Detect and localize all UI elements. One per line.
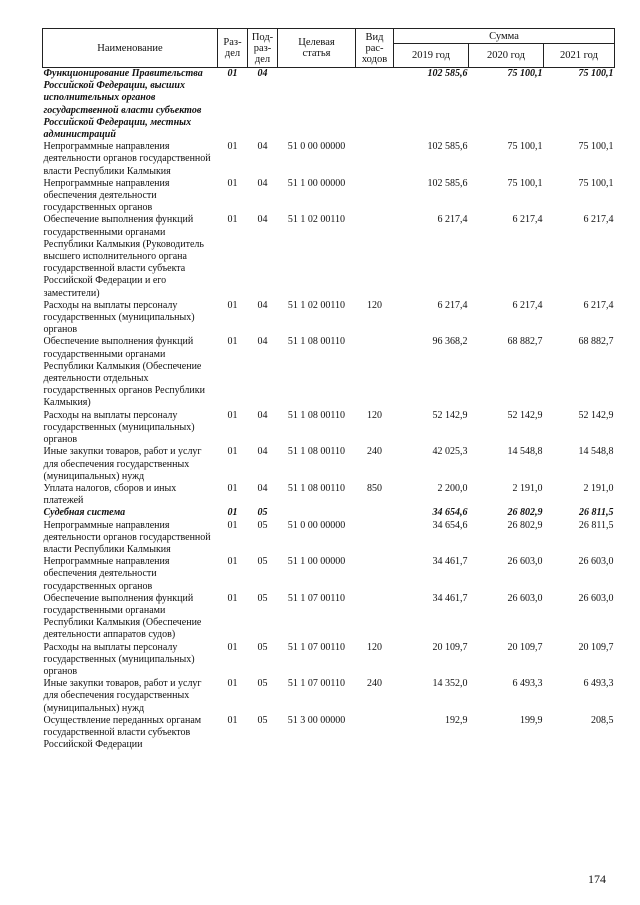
row-value-2020: 75 100,1 (507, 141, 543, 153)
row-target-article: 51 0 00 00000 (287, 519, 346, 531)
row-value-2019: 102 585,6 (427, 141, 468, 153)
header-razdel: Раз- дел (218, 29, 248, 68)
row-razdel: 01 (227, 556, 238, 568)
row-value-2019: 96 368,2 (432, 336, 468, 348)
row-podrazdel: 04 (257, 68, 268, 79)
row-razdel: 01 (227, 519, 238, 531)
table-row (43, 178, 615, 215)
row-value-2021: 26 811,5 (579, 507, 614, 519)
row-expense-type (356, 556, 394, 593)
row-podrazdel: 05 (257, 641, 268, 653)
row-target-article: 51 1 07 00110 (287, 678, 346, 690)
row-podrazdel: 04 (257, 482, 268, 494)
row-value-2021: 20 109,7 (578, 641, 614, 653)
row-target-article (278, 507, 356, 519)
header-name: Наименование (43, 29, 218, 68)
row-value-2020: 75 100,1 (507, 68, 543, 79)
row-razdel: 01 (227, 68, 238, 79)
row-razdel: 01 (227, 678, 238, 690)
row-podrazdel: 05 (257, 592, 268, 604)
row-expense-type: 120 (367, 409, 382, 421)
row-name: Обеспечение выполнения функций государственными органами Республики Калмыкия (Обеспечение деятельности аппаратов судов) (43, 592, 202, 641)
table-row (43, 214, 615, 299)
row-expense-type: 120 (367, 299, 382, 311)
row-target-article: 51 1 08 00110 (287, 446, 346, 458)
row-value-2021: 2 191,0 (583, 482, 614, 494)
row-value-2019: 20 109,7 (432, 641, 468, 653)
row-value-2020: 2 191,0 (512, 482, 543, 494)
row-razdel: 01 (227, 482, 238, 494)
row-name: Непрограммные направления деятельности органов государственной власти Республики Калмыкия (43, 141, 211, 177)
row-razdel: 01 (227, 714, 238, 726)
row-value-2021: 75 100,1 (578, 177, 614, 189)
row-value-2019: 6 217,4 (437, 214, 468, 226)
row-name: Расходы на выплаты персоналу государственных (муниципальных) органов (43, 299, 195, 336)
row-value-2020: 6 217,4 (512, 214, 543, 226)
row-value-2020: 75 100,1 (507, 177, 543, 189)
row-podrazdel: 04 (257, 446, 268, 458)
row-razdel: 01 (227, 592, 238, 604)
row-name: Обеспечение выполнения функций государственными органами Республики Калмыкия (Обеспечение деятельности отдельных государственных органов Республики Калмыкия) (43, 336, 205, 409)
row-expense-type (356, 520, 394, 557)
table-row (43, 507, 615, 519)
table-row (43, 715, 615, 752)
budget-table (42, 28, 615, 751)
row-name: Иные закупки товаров, работ и услуг для обеспечения государственных (муниципальных) нужд (43, 678, 202, 714)
row-value-2019: 34 654,6 (432, 519, 468, 531)
row-razdel: 01 (227, 299, 238, 311)
row-value-2020: 26 802,9 (507, 507, 543, 519)
row-name: Осуществление переданных органам государственной власти субъектов Российской Федерации (43, 714, 202, 751)
table-row (43, 446, 615, 483)
row-value-2021: 75 100,1 (578, 141, 614, 153)
row-name: Непрограммные направления обеспечения деятельности государственных органов (43, 177, 170, 214)
row-razdel: 01 (227, 141, 238, 153)
row-value-2020: 26 603,0 (507, 556, 543, 568)
row-value-2020: 26 603,0 (507, 592, 543, 604)
row-target-article: 51 1 08 00110 (287, 482, 346, 494)
row-expense-type (356, 715, 394, 752)
row-name: Расходы на выплаты персоналу государственных (муниципальных) органов (43, 641, 195, 677)
row-name: Иные закупки товаров, работ и услуг для обеспечения государственных (муниципальных) нужд (43, 446, 202, 482)
row-value-2020: 52 142,9 (507, 409, 543, 421)
table-row (43, 642, 615, 679)
row-razdel: 01 (227, 507, 238, 519)
row-value-2021: 6 493,3 (583, 678, 614, 690)
header-expense-type: Вид рас- ходов (356, 29, 394, 68)
row-target-article (278, 68, 356, 142)
row-value-2019: 42 025,3 (432, 446, 468, 458)
row-expense-type (356, 336, 394, 409)
row-value-2019: 34 461,7 (432, 592, 468, 604)
row-value-2021: 6 217,4 (583, 299, 614, 311)
row-value-2019: 52 142,9 (432, 409, 468, 421)
table-row (43, 410, 615, 447)
row-expense-type (356, 141, 394, 178)
row-target-article: 51 1 02 00110 (287, 299, 346, 311)
row-value-2020: 68 882,7 (507, 336, 543, 348)
table-header (43, 29, 615, 68)
row-value-2021: 26 811,5 (578, 519, 614, 531)
row-podrazdel: 04 (257, 409, 268, 421)
row-target-article: 51 1 07 00110 (287, 592, 346, 604)
row-expense-type: 850 (367, 482, 382, 494)
row-podrazdel: 05 (257, 507, 268, 519)
row-target-article: 51 1 08 00110 (287, 336, 346, 348)
row-value-2021: 208,5 (591, 714, 614, 726)
row-podrazdel: 04 (257, 141, 268, 153)
row-name: Уплата налогов, сборов и иных платежей (43, 482, 177, 507)
table-body (43, 68, 615, 752)
row-name: Обеспечение выполнения функций государственными органами Республики Калмыкия (Руководитель высшего исполнительного органа государственной власти субъекта Российской Федерации и его заместители) (43, 214, 204, 299)
row-podrazdel: 04 (257, 177, 268, 189)
row-value-2020: 6 217,4 (512, 299, 543, 311)
row-value-2020: 199,9 (520, 714, 543, 726)
row-target-article: 51 1 00 00000 (287, 556, 346, 568)
table-row (43, 556, 615, 593)
row-razdel: 01 (227, 336, 238, 348)
row-value-2021: 6 217,4 (583, 214, 614, 226)
row-podrazdel: 04 (257, 214, 268, 226)
table-row (43, 678, 615, 715)
row-value-2019: 6 217,4 (437, 299, 468, 311)
row-name: Судебная система (43, 507, 126, 519)
table-row (43, 336, 615, 409)
row-target-article: 51 1 08 00110 (287, 409, 346, 421)
row-expense-type: 240 (367, 678, 382, 690)
row-razdel: 01 (227, 641, 238, 653)
table-row (43, 68, 615, 142)
row-value-2019: 14 352,0 (432, 678, 468, 690)
row-target-article: 51 3 00 00000 (287, 714, 346, 726)
row-razdel: 01 (227, 214, 238, 226)
page-number: 174 (588, 872, 606, 886)
table-row (43, 520, 615, 557)
row-target-article: 51 1 02 00110 (287, 214, 346, 226)
table-row (43, 300, 615, 337)
table-row (43, 141, 615, 178)
row-target-article: 51 1 00 00000 (287, 177, 346, 189)
row-podrazdel: 05 (257, 714, 268, 726)
row-value-2019: 192,9 (445, 714, 468, 726)
row-value-2019: 34 461,7 (432, 556, 468, 568)
table-row (43, 593, 615, 642)
row-podrazdel: 05 (257, 678, 268, 690)
row-name: Непрограммные направления деятельности органов государственной власти Республики Калмыкия (43, 519, 211, 555)
row-expense-type (356, 68, 394, 142)
row-value-2020: 20 109,7 (507, 641, 543, 653)
row-value-2019: 102 585,6 (427, 68, 468, 79)
row-razdel: 01 (227, 409, 238, 421)
row-value-2020: 14 548,8 (507, 446, 543, 458)
header-target-article: Целевая статья (278, 29, 356, 68)
row-value-2021: 14 548,8 (578, 446, 614, 458)
row-expense-type (356, 178, 394, 215)
row-value-2019: 2 200,0 (437, 482, 468, 494)
row-target-article: 51 1 07 00110 (287, 641, 346, 653)
row-razdel: 01 (227, 177, 238, 189)
row-podrazdel: 04 (257, 336, 268, 348)
row-name: Непрограммные направления обеспечения деятельности государственных органов (43, 556, 170, 592)
row-value-2020: 26 802,9 (507, 519, 543, 531)
row-value-2021: 26 603,0 (578, 556, 614, 568)
row-podrazdel: 04 (257, 299, 268, 311)
header-2019: 2019 год (394, 44, 469, 68)
row-value-2021: 75 100,1 (578, 68, 614, 79)
table-row (43, 483, 615, 507)
row-value-2021: 68 882,7 (578, 336, 614, 348)
row-expense-type: 120 (367, 641, 382, 653)
row-target-article: 51 0 00 00000 (287, 141, 346, 153)
row-razdel: 01 (227, 446, 238, 458)
row-expense-type (356, 214, 394, 299)
row-value-2019: 102 585,6 (427, 177, 468, 189)
header-sum: Сумма (394, 29, 615, 44)
row-expense-type (356, 507, 394, 519)
row-podrazdel: 05 (257, 556, 268, 568)
row-value-2019: 34 654,6 (432, 507, 468, 519)
header-2021: 2021 год (544, 44, 615, 68)
row-name: Функционирование Правительства Российской Федерации, высших исполнительных органов государственной власти субъектов Российской Федерации, местных администраций (43, 68, 203, 141)
row-expense-type (356, 593, 394, 642)
row-expense-type: 240 (367, 446, 382, 458)
row-value-2020: 6 493,3 (512, 678, 543, 690)
header-2020: 2020 год (469, 44, 544, 68)
row-value-2021: 52 142,9 (578, 409, 614, 421)
header-podrazdel: Под- раз- дел (248, 29, 278, 68)
row-name: Расходы на выплаты персоналу государственных (муниципальных) органов (43, 409, 195, 446)
row-podrazdel: 05 (257, 519, 268, 531)
row-value-2021: 26 603,0 (578, 592, 614, 604)
